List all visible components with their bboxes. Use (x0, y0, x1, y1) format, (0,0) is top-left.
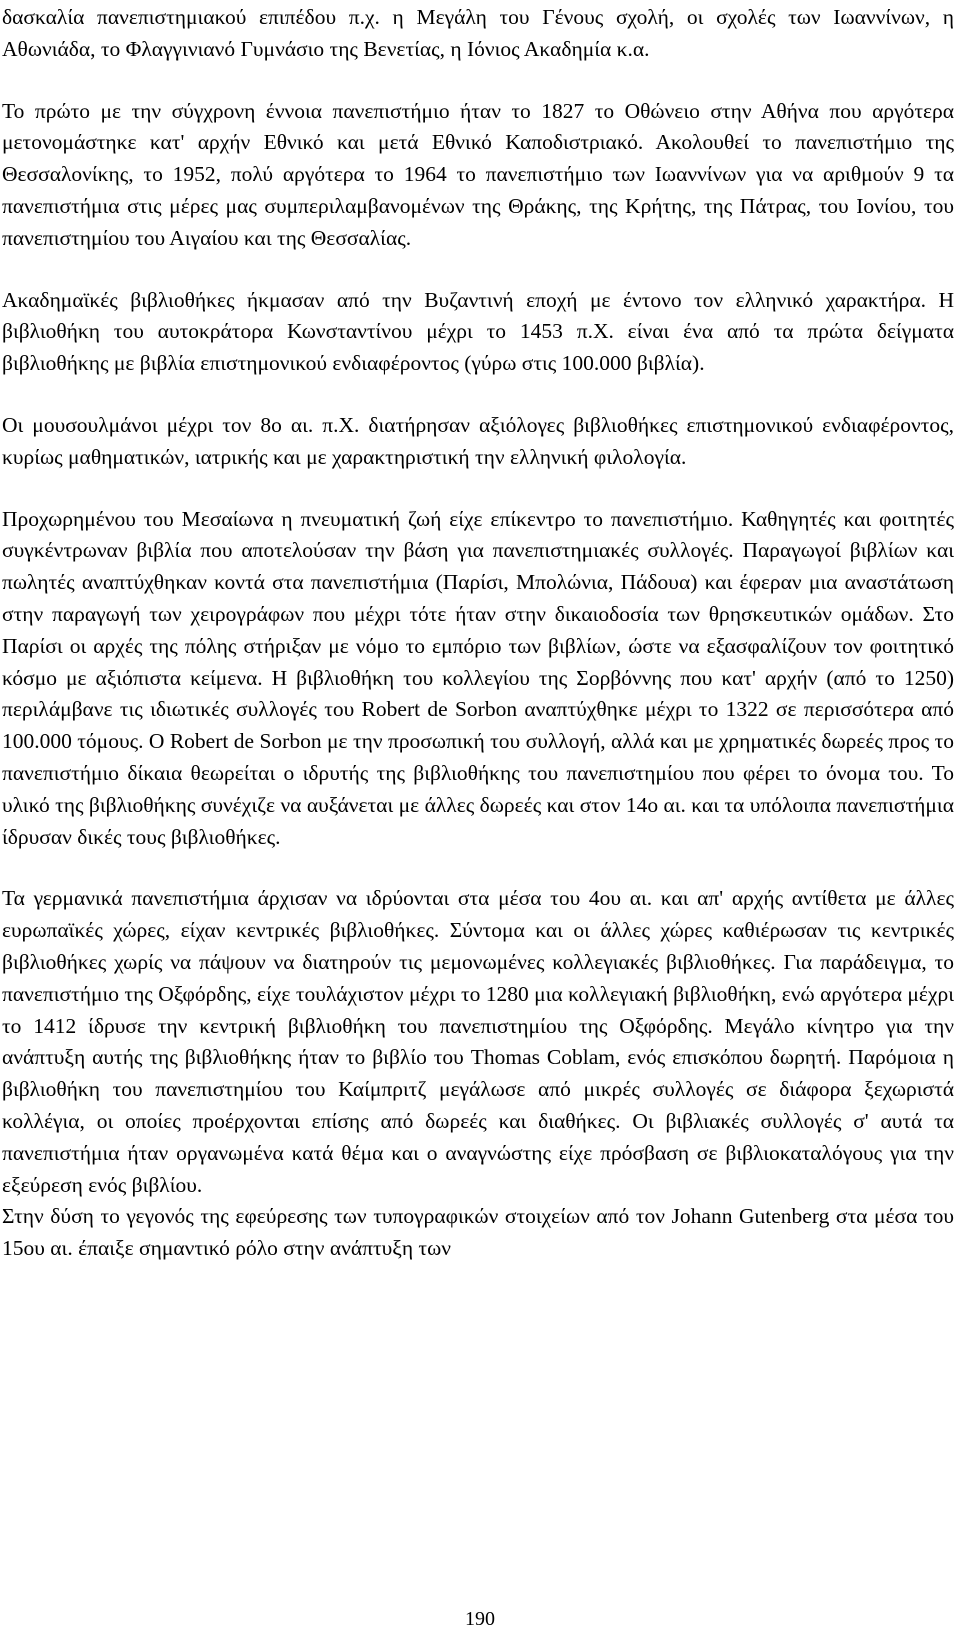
paragraph-german-universities: Τα γερμανικά πανεπιστήμια άρχισαν να ιδρύονται στα μέσα του 4ου αι. και απ' αρχής αντίθετα με άλλες ευρωπαϊκές χώρες, είχαν κεντρικές βιβλιοθήκες. Σύντομα και οι άλλες χώρες καθιέρωσαν τις κεντρικές βιβλιοθήκες χωρίς να πάψουν να διατηρούν τις μεμονωμένες κολλεγιακές βιβλιοθήκες. Για παράδειγμα, το πανεπιστήμιο της Οξφόρδης, είχε τουλάχιστον μέχρι το 1280 μια κολλεγιακή βιβλιοθήκη, ενώ αργότερα μέχρι το 1412 ίδρυσε την κεντρική βιβλιοθήκη του πανεπιστημίου της Οξφόρδης. Μεγάλο κίνητρο για την ανάπτυξη αυτής της βιβλιοθήκης ήταν το βιβλίο του Thomas Coblam, ενός επισκόπου δωρητή. Παρόμοια η βιβλιοθήκη του πανεπιστημίου του Καίμπριτζ μεγάλωσε από μικρές συλλογές σε διάφορα ξεχωριστά κολλέγια, οι οποίες προέρχονται επίσης από δωρεές και διαθήκες. Οι βιβλιακές συλλογές σ' αυτά τα πανεπιστήμια ήταν οργανωμένα κατά θέμα και ο αναγνώστης είχε πρόσβαση σε βιβλιοκαταλόγους για την εξεύρεση ενός βιβλίου. (2, 886, 954, 1197)
paragraph-medieval-universities: Προχωρημένου του Μεσαίωνα η πνευματική ζωή είχε επίκεντρο το πανεπιστήμιο. Καθηγητές και φοιτητές συγκέντρωναν βιβλία που αποτελούσαν την βάση για πανεπιστημιακές συλλογές. Παραγωγοί βιβλίων και πωλητές αναπτύχθηκαν κοντά στα πανεπιστήμια (Παρίσι, Μπολώνια, Πάδουα) και έφεραν μια αναστάτωση στην παραγωγή των χειρογράφων που μέχρι τότε ήταν στην δικαιοδοσία των θρησκευτικών ομάδων. Στο Παρίσι οι αρχές της πόλης στήριξαν με νόμο το εμπόριο των βιβλίων, ώστε να εξασφαλίζουν τον φοιτητικό κόσμο με αξιόπιστα κείμενα. Η βιβλιοθήκη του κολλεγίου της Σορβόννης που κατ' αρχήν (από το 1250) περιλάμβανε τις ιδιωτικές συλλογές του Robert de Sorbon αναπτύχθηκε μέχρι το 1322 σε περισσότερα από 100.000 τόμους. Ο Robert de Sorbon με την προσωπική του συλλογή, αλλά και με χρηματικές δωρεές προς το πανεπιστήμιο δίκαια θεωρείται ο ιδρυτής της βιβλιοθήκης του πανεπιστημίου που φέρει το όνομα του. Το υλικό της βιβλιοθήκης συνέχιζε να αυξάνεται με άλλες δωρεές και στον 14ο αι. και τα υπόλοιπα πανεπιστήμια ίδρυσαν δικές τους βιβλιοθήκες. (2, 506, 954, 849)
paragraph-muslim-libraries: Οι μουσουλμάνοι μέχρι τον 8ο αι. π.Χ. διατήρησαν αξιόλογες βιβλιοθήκες επιστημονικού ενδιαφέροντος, κυρίως μαθηματικών, ιατρικής και με χαρακτηριστική την ελληνική φιλολογία. (2, 412, 954, 469)
paragraph-byzantine-libraries: Ακαδημαϊκές βιβλιοθήκες ήκμασαν από την Βυζαντινή εποχή με έντονο τον ελληνικό χαρακτήρα. Η βιβλιοθήκη του αυτοκράτορα Κωνσταντίνου μέχρι το 1453 π.Χ. είναι ένα από τα πρώτα δείγματα βιβλιοθήκης με βιβλία επιστημονικού ενδιαφέροντος (γύρω στις 100.000 βιβλία). (2, 287, 954, 376)
paragraph-schools-intro: δασκαλία πανεπιστημιακού επιπέδου π.χ. η Μεγάλη του Γένους σχολή, οι σχολές των Ιωαννίνων, η Αθωνιάδα, το Φλαγγινιανό Γυμνάσιο της Βενετίας, η Ιόνιος Ακαδημία κ.α. (2, 5, 954, 61)
paragraph-first-university: Το πρώτο με την σύγχρονη έννοια πανεπιστήμιο ήταν το 1827 το Οθώνειο στην Αθήνα που αργότερα μετονομάστηκε κατ' αρχήν Εθνικό και μετά Εθνικό Καποδιστριακό. Ακολουθεί το πανεπιστήμιο της Θεσσαλονίκης, το 1952, πολύ αργότερα το 1964 το πανεπιστήμιο των Ιωαννίνων για να αριθμούν 9 τα πανεπιστήμια στις μέρες μας συμπεριλαμβανομένων της Θράκης, της Κρήτης, της Πάτρας, του Ιονίου, του πανεπιστημίου του Αιγαίου και της Θεσσαλίας. (2, 98, 954, 250)
page-number: 190 (465, 1608, 495, 1630)
paragraph-gutenberg: Στην δύση το γεγονός της εφεύρεσης των τυπογραφικών στοιχείων από τον Johann Gutenberg στα μέσα του 15ου αι. έπαιξε σημαντικό ρόλο στην ανάπτυξη των (2, 1204, 954, 1261)
